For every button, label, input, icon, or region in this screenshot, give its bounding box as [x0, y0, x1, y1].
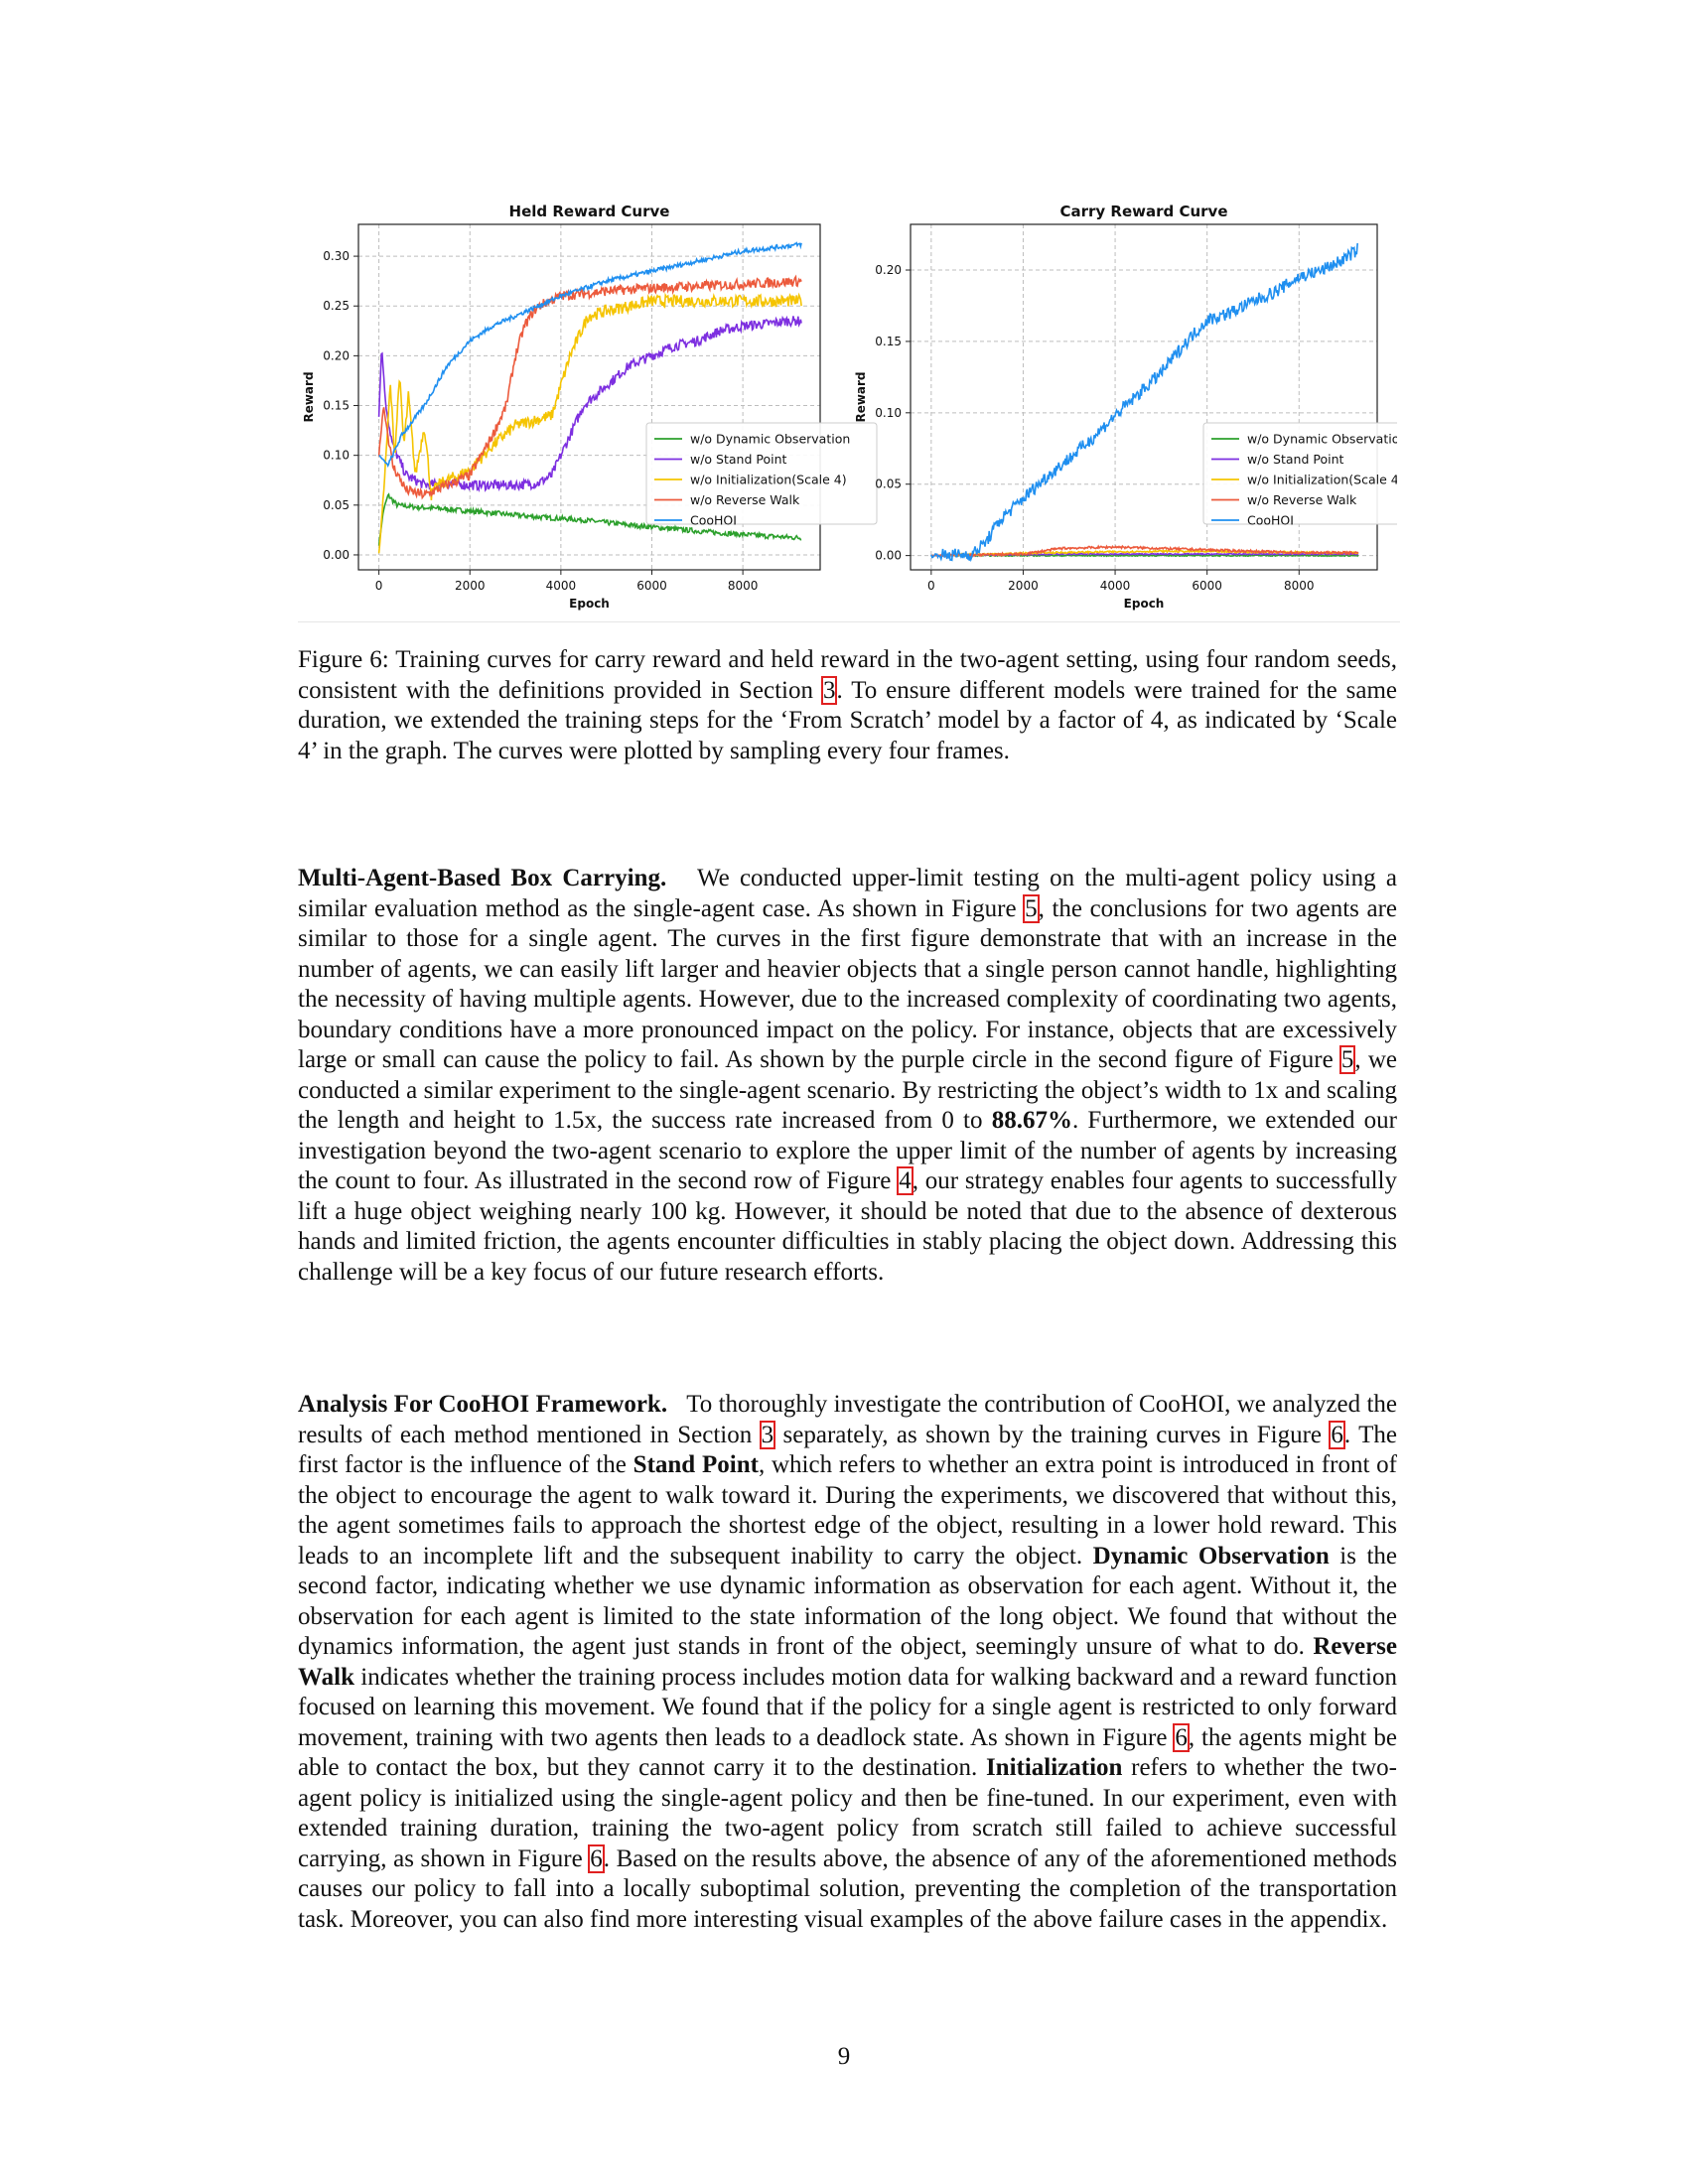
term-stand-point: Stand Point	[633, 1451, 759, 1478]
paragraph-text: , which refers to whether an extra point is introduced in front of the object to encourage the agent to walk toward it. During the experiments, we discovered that without this, the agent sometimes fails to approach the shortest edge of the object, resulting in a lower hold reward. This leads to an incomplete lift and the subsequent inability to carry the object.	[298, 1451, 1398, 1570]
x-tick-label: 6000	[1192, 579, 1222, 593]
chart-panel-1	[302, 203, 877, 611]
term-reverse-walk: Reverse Walk	[298, 1633, 1397, 1691]
paragraph-text: , the conclusions for two agents are similar to those for a single agent. The curves in the first figure demonstrate that with an increase in the number of agents, we can easily lift larger and heavier objects that a single person cannot handle, highlighting the necessity of having multiple agents. However, due to the increased complexity of coordinating two agents, boundary conditions have a more pronounced impact on the policy. For instance, objects that are excessively large or small can cause the policy to fail. As shown by the purple circle in the second figure of Figure	[298, 894, 1397, 1073]
y-tick-label: 0.15	[875, 334, 902, 348]
paragraph-heading: Multi-Agent-Based Box Carrying.	[298, 865, 667, 891]
x-tick-label: 6000	[636, 579, 667, 593]
figure-ref-link[interactable]: 6	[1175, 1723, 1188, 1751]
legend-label: CooHOI	[1247, 512, 1294, 528]
paragraph-text: . Furthermore, we extended our investigation beyond the two-agent scenario to explore the upper limit of the number of agents by increasing the count to four. As illustrated in the second row of Figure	[298, 1107, 1397, 1194]
figure-ref-link[interactable]: 4	[899, 1167, 912, 1194]
x-tick-label: 0	[374, 579, 383, 593]
y-tick-label: 0.00	[323, 547, 350, 562]
y-tick-label: 0.10	[875, 405, 902, 420]
paragraph-text: , our strategy enables four agents to successfully lift a huge object weighing nearly 100 kg. However, it should be noted that due to the absence of dexterous hands and limited friction, the agents encounter difficulties in stably placing the object down. Addressing this challenge will be a key focus of our future research efforts.	[298, 1167, 1397, 1286]
paragraph-text: separately, as shown by the training curves in Figure	[774, 1421, 1331, 1448]
x-tick-label: 2000	[1008, 579, 1039, 593]
figure-ref-link[interactable]: 6	[590, 1844, 603, 1872]
y-axis-label: Reward	[854, 371, 868, 423]
y-tick-label: 0.30	[323, 249, 350, 264]
legend-label: w/o Initialization(Scale 4)	[1247, 472, 1397, 487]
figure-ref-link[interactable]: 6	[1331, 1421, 1343, 1448]
figure-caption	[298, 645, 1397, 766]
legend-label: w/o Reverse Walk	[1247, 492, 1357, 507]
legend-label: w/o Reverse Walk	[690, 492, 800, 507]
x-tick-label: 4000	[545, 579, 577, 593]
section-ref-link[interactable]: 3	[822, 676, 836, 704]
y-tick-label: 0.00	[875, 548, 902, 563]
paragraph-text: refers to whether the two-agent policy is initialized using the single-agent policy and then be fine-tuned. In our experiment, even with extended training duration, training the two-agent policy from scratch still failed to achieve successful carrying, as shown in Figure	[298, 1754, 1397, 1872]
chart-title: Carry Reward Curve	[1059, 203, 1228, 220]
paragraph-multi-agent	[298, 864, 1397, 1288]
x-axis-label: Epoch	[1123, 597, 1165, 611]
page-number: 9	[837, 2043, 851, 2070]
x-tick-label: 8000	[1284, 579, 1315, 593]
x-tick-label: 2000	[454, 579, 486, 593]
figure-ref-link[interactable]: 5	[1340, 1046, 1354, 1073]
y-tick-label: 0.05	[875, 477, 902, 491]
term-dynamic-observation: Dynamic Observation	[1092, 1542, 1330, 1570]
legend-label: w/o Dynamic Observation	[1247, 431, 1397, 447]
legend-label: w/o Stand Point	[1247, 452, 1344, 467]
figure-charts-svg	[290, 195, 1397, 623]
paragraph-heading: Analysis For CooHOI Framework.	[298, 1391, 668, 1418]
success-rate-value: 88.67%	[991, 1107, 1072, 1134]
chart-title: Held Reward Curve	[508, 203, 670, 220]
paragraph-text: . Based on the results above, the absence of any of the aforementioned methods causes our policy to fall into a locally suboptimal solution, preventing the completion of the transportation task. Moreover, you can also find more interesting visual examples of the above failure cases in the appendix.	[298, 1844, 1397, 1933]
paragraph-text: is the second factor, indicating whether we use dynamic information as observation for each agent. Without it, the observation for each agent is limited to the state information of the long object. We found that without the dynamics information, the agent just stands in front of the object, seemingly unsure of what to do.	[298, 1542, 1397, 1660]
figure-divider	[298, 621, 1400, 622]
x-axis-label: Epoch	[569, 597, 610, 611]
paragraph-text: We conducted upper-limit testing on the multi-agent policy using a similar evaluation method as the single-agent case. As shown in Figure	[298, 865, 1397, 922]
x-tick-label: 4000	[1099, 579, 1131, 593]
y-tick-label: 0.10	[323, 448, 350, 463]
y-tick-label: 0.15	[323, 398, 350, 413]
y-axis-label: Reward	[302, 371, 316, 423]
paragraph-analysis	[298, 1390, 1397, 1935]
chart-legend	[1203, 423, 1397, 528]
paragraph-text: To thoroughly investigate the contribution of CooHOI, we analyzed the results of each method mentioned in Section	[298, 1391, 1397, 1448]
y-tick-label: 0.20	[323, 348, 350, 363]
section-ref-link[interactable]: 3	[761, 1421, 774, 1448]
y-tick-label: 0.25	[323, 299, 350, 314]
y-tick-label: 0.05	[323, 497, 350, 512]
legend-label: w/o Stand Point	[690, 452, 787, 467]
y-tick-label: 0.20	[875, 263, 902, 278]
x-tick-label: 8000	[727, 579, 759, 593]
caption-text-2: . To ensure different models were trained for the same duration, we extended the training steps for the ‘From Scratch’ model by a factor of 4, as indicated by ‘Scale 4’ in the graph. The curves were plotted by sampling every four frames.	[298, 676, 1398, 764]
paragraph-text: , we conducted a similar experiment to the single-agent scenario. By restricting the object’s width to 1x and scaling the length and height to 1.5x, the success rate increased from 0 to	[298, 1046, 1397, 1134]
chart-panel-2	[854, 203, 1397, 611]
figure-ref-link[interactable]: 5	[1025, 894, 1038, 922]
term-initialization: Initialization	[985, 1754, 1123, 1781]
legend-label: CooHOI	[690, 512, 737, 528]
figure-6	[290, 195, 1397, 623]
legend-label: w/o Dynamic Observation	[690, 431, 851, 447]
chart-legend	[646, 423, 877, 528]
paragraph-text: . The first factor is the influence of the	[298, 1421, 1397, 1478]
caption-text-1: Figure 6: Training curves for carry reward and held reward in the two-agent setting, using four random seeds, consistent with the definitions provided in Section	[298, 646, 1397, 704]
paragraph-text: indicates whether the training process includes motion data for walking backward and a reward function focused on learning this movement. We found that if the policy for a single agent is restricted to only forward movement, training with two agents then leads to a deadlock state. As shown in Figure	[298, 1663, 1397, 1751]
paragraph-text: , the agents might be able to contact the box, but they cannot carry it to the destination.	[298, 1723, 1397, 1781]
x-tick-label: 0	[927, 579, 935, 593]
legend-label: w/o Initialization(Scale 4)	[690, 472, 847, 487]
